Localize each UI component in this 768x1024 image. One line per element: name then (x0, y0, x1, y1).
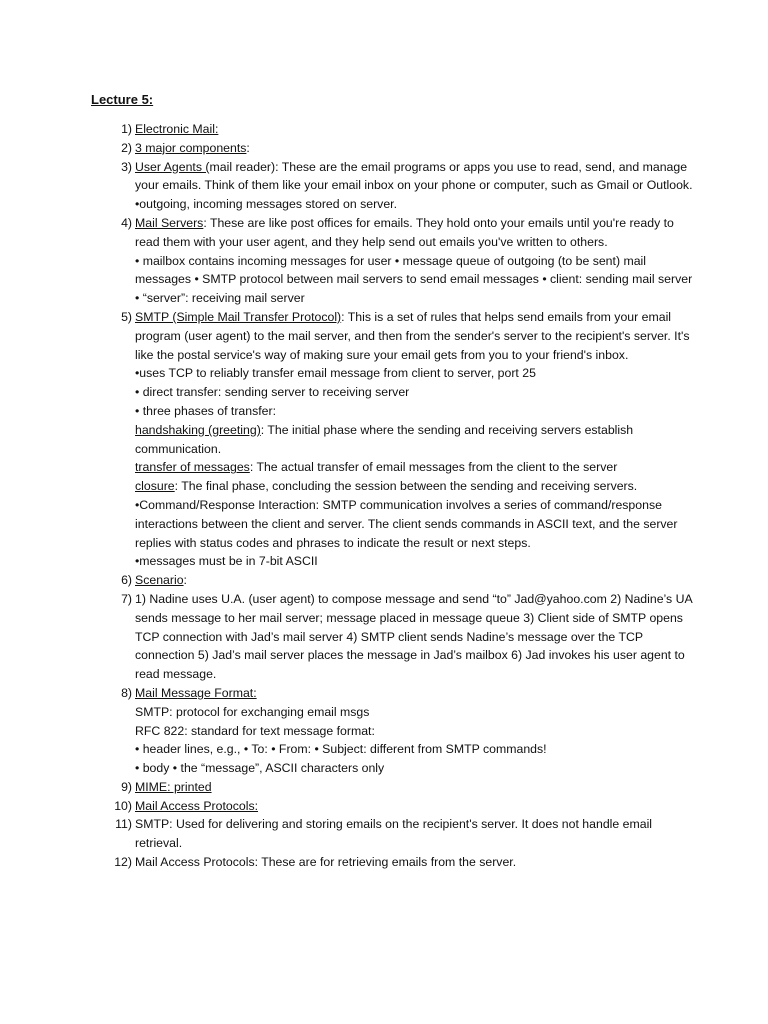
item-number: 12) (114, 855, 132, 870)
item-number: 5) (121, 309, 132, 324)
list-item-12 (108, 853, 693, 872)
item-detail: RFC 822: standard for text message format: (135, 723, 375, 738)
item-heading: 3 major components (135, 140, 247, 155)
item-number: 1) (121, 122, 132, 136)
phase-label: closure (135, 479, 175, 494)
phase-handshaking (135, 421, 693, 459)
item-heading: SMTP (Simple Mail Transfer Protocol) (135, 309, 342, 324)
item-number: 6) (121, 573, 132, 588)
item-text: mail reader): These are the email programs or apps you use to read, send, and manage your emails. Think of them like your email inbox on your phone or computer, such as Gmail or Outlook. •outgoing, incoming messages stored on server. (135, 159, 693, 212)
item-detail: • direct transfer: sending server to receiving server (135, 385, 410, 400)
item-heading: Mail Servers (135, 215, 204, 230)
item-number: 8) (121, 685, 132, 700)
item-detail: • body • the “message”, ASCII characters only (135, 761, 385, 776)
list-item-5 (108, 308, 693, 571)
list-item-3 (108, 158, 693, 214)
phase-text: : The initial phase where the sending and receiving servers establish communication. (135, 422, 634, 456)
list-item-7 (108, 590, 693, 684)
item-number: 7) (121, 591, 132, 606)
item-heading: Scenario (135, 573, 184, 588)
item-detail: • three phases of transfer: (135, 403, 277, 418)
item-number: 4) (121, 215, 132, 230)
list-item-11 (108, 815, 693, 853)
list-item-8 (108, 684, 693, 778)
item-number: 9) (121, 779, 132, 794)
item-heading: Mail Message Format: (135, 685, 257, 700)
item-text: : (246, 140, 250, 155)
list-item-2 (108, 139, 693, 158)
item-heading: User Agents ( (135, 159, 210, 174)
lecture-list (108, 120, 693, 872)
item-detail: • header lines, e.g., • To: • From: • Subject: different from SMTP commands! (135, 742, 547, 757)
item-number: 3) (121, 159, 132, 174)
item-detail: •Command/Response Interaction: SMTP communication involves a series of command/response interactions between the client and server. The client sends commands in ASCII text, and the server replies with status codes and phrases to indicate the result or next steps. (135, 497, 678, 550)
item-number: 10) (114, 798, 132, 813)
item-text: Mail Access Protocols: These are for retrieving emails from the server. (135, 855, 517, 870)
item-detail: •uses TCP to reliably transfer email message from client to server, port 25 (135, 366, 536, 381)
item-detail: • mailbox contains incoming messages for user • message queue of outgoing (to be sent) mail messages • SMTP protocol between mail servers to send email messages • client: sending mail server • “server”: receiving mail server (135, 253, 693, 306)
item-detail: SMTP: protocol for exchanging email msgs (135, 704, 370, 719)
item-heading: MIME: printed (135, 779, 212, 794)
item-number: 11) (115, 817, 132, 832)
phase-label: handshaking (greeting) (135, 422, 261, 437)
item-heading: Electronic Mail: (135, 122, 219, 136)
item-detail: •messages must be in 7-bit ASCII (135, 554, 318, 569)
phase-transfer (135, 458, 693, 477)
item-text: : This is a set of rules that helps send emails from your email program (user agent) to the mail server, and then from the sender's server to the recipient's server. It's like the postal service's way of making sure your email gets from you to your friend's inbox. (135, 309, 690, 362)
item-number: 2) (121, 140, 132, 155)
item-text: 1) Nadine uses U.A. (user agent) to compose message and send “to” Jad@yahoo.com 2) Nadine’s UA sends message to her mail server; message placed in message queue 3) Client side of SMTP opens TCP connection with Jad’s mail server 4) SMTP client sends Nadine’s message over the TCP connection 5) Jad’s mail server places the message in Jad’s mailbox 6) Jad invokes his user agent to read message. (135, 591, 693, 682)
list-item-4 (108, 214, 693, 308)
phase-text: : The actual transfer of email messages from the client to the server (249, 460, 618, 475)
lecture-title: Lecture 5: (91, 92, 154, 107)
list-item-10 (108, 797, 693, 816)
item-text: : (183, 573, 187, 588)
list-item-9 (108, 778, 693, 797)
item-text: SMTP: Used for delivering and storing emails on the recipient's server. It does not handle email retrieval. (135, 817, 653, 851)
list-item-1 (108, 120, 693, 139)
phase-label: transfer of messages (135, 460, 250, 475)
phase-closure (135, 477, 693, 496)
item-heading: Mail Access Protocols: (135, 798, 259, 813)
item-text: : These are like post offices for emails. They hold onto your emails until you're ready to read them with your user agent, and they help send out emails you've written to others. (135, 215, 674, 249)
phase-text: : The final phase, concluding the session between the sending and receiving servers. (174, 479, 638, 494)
list-item-6 (108, 571, 693, 590)
